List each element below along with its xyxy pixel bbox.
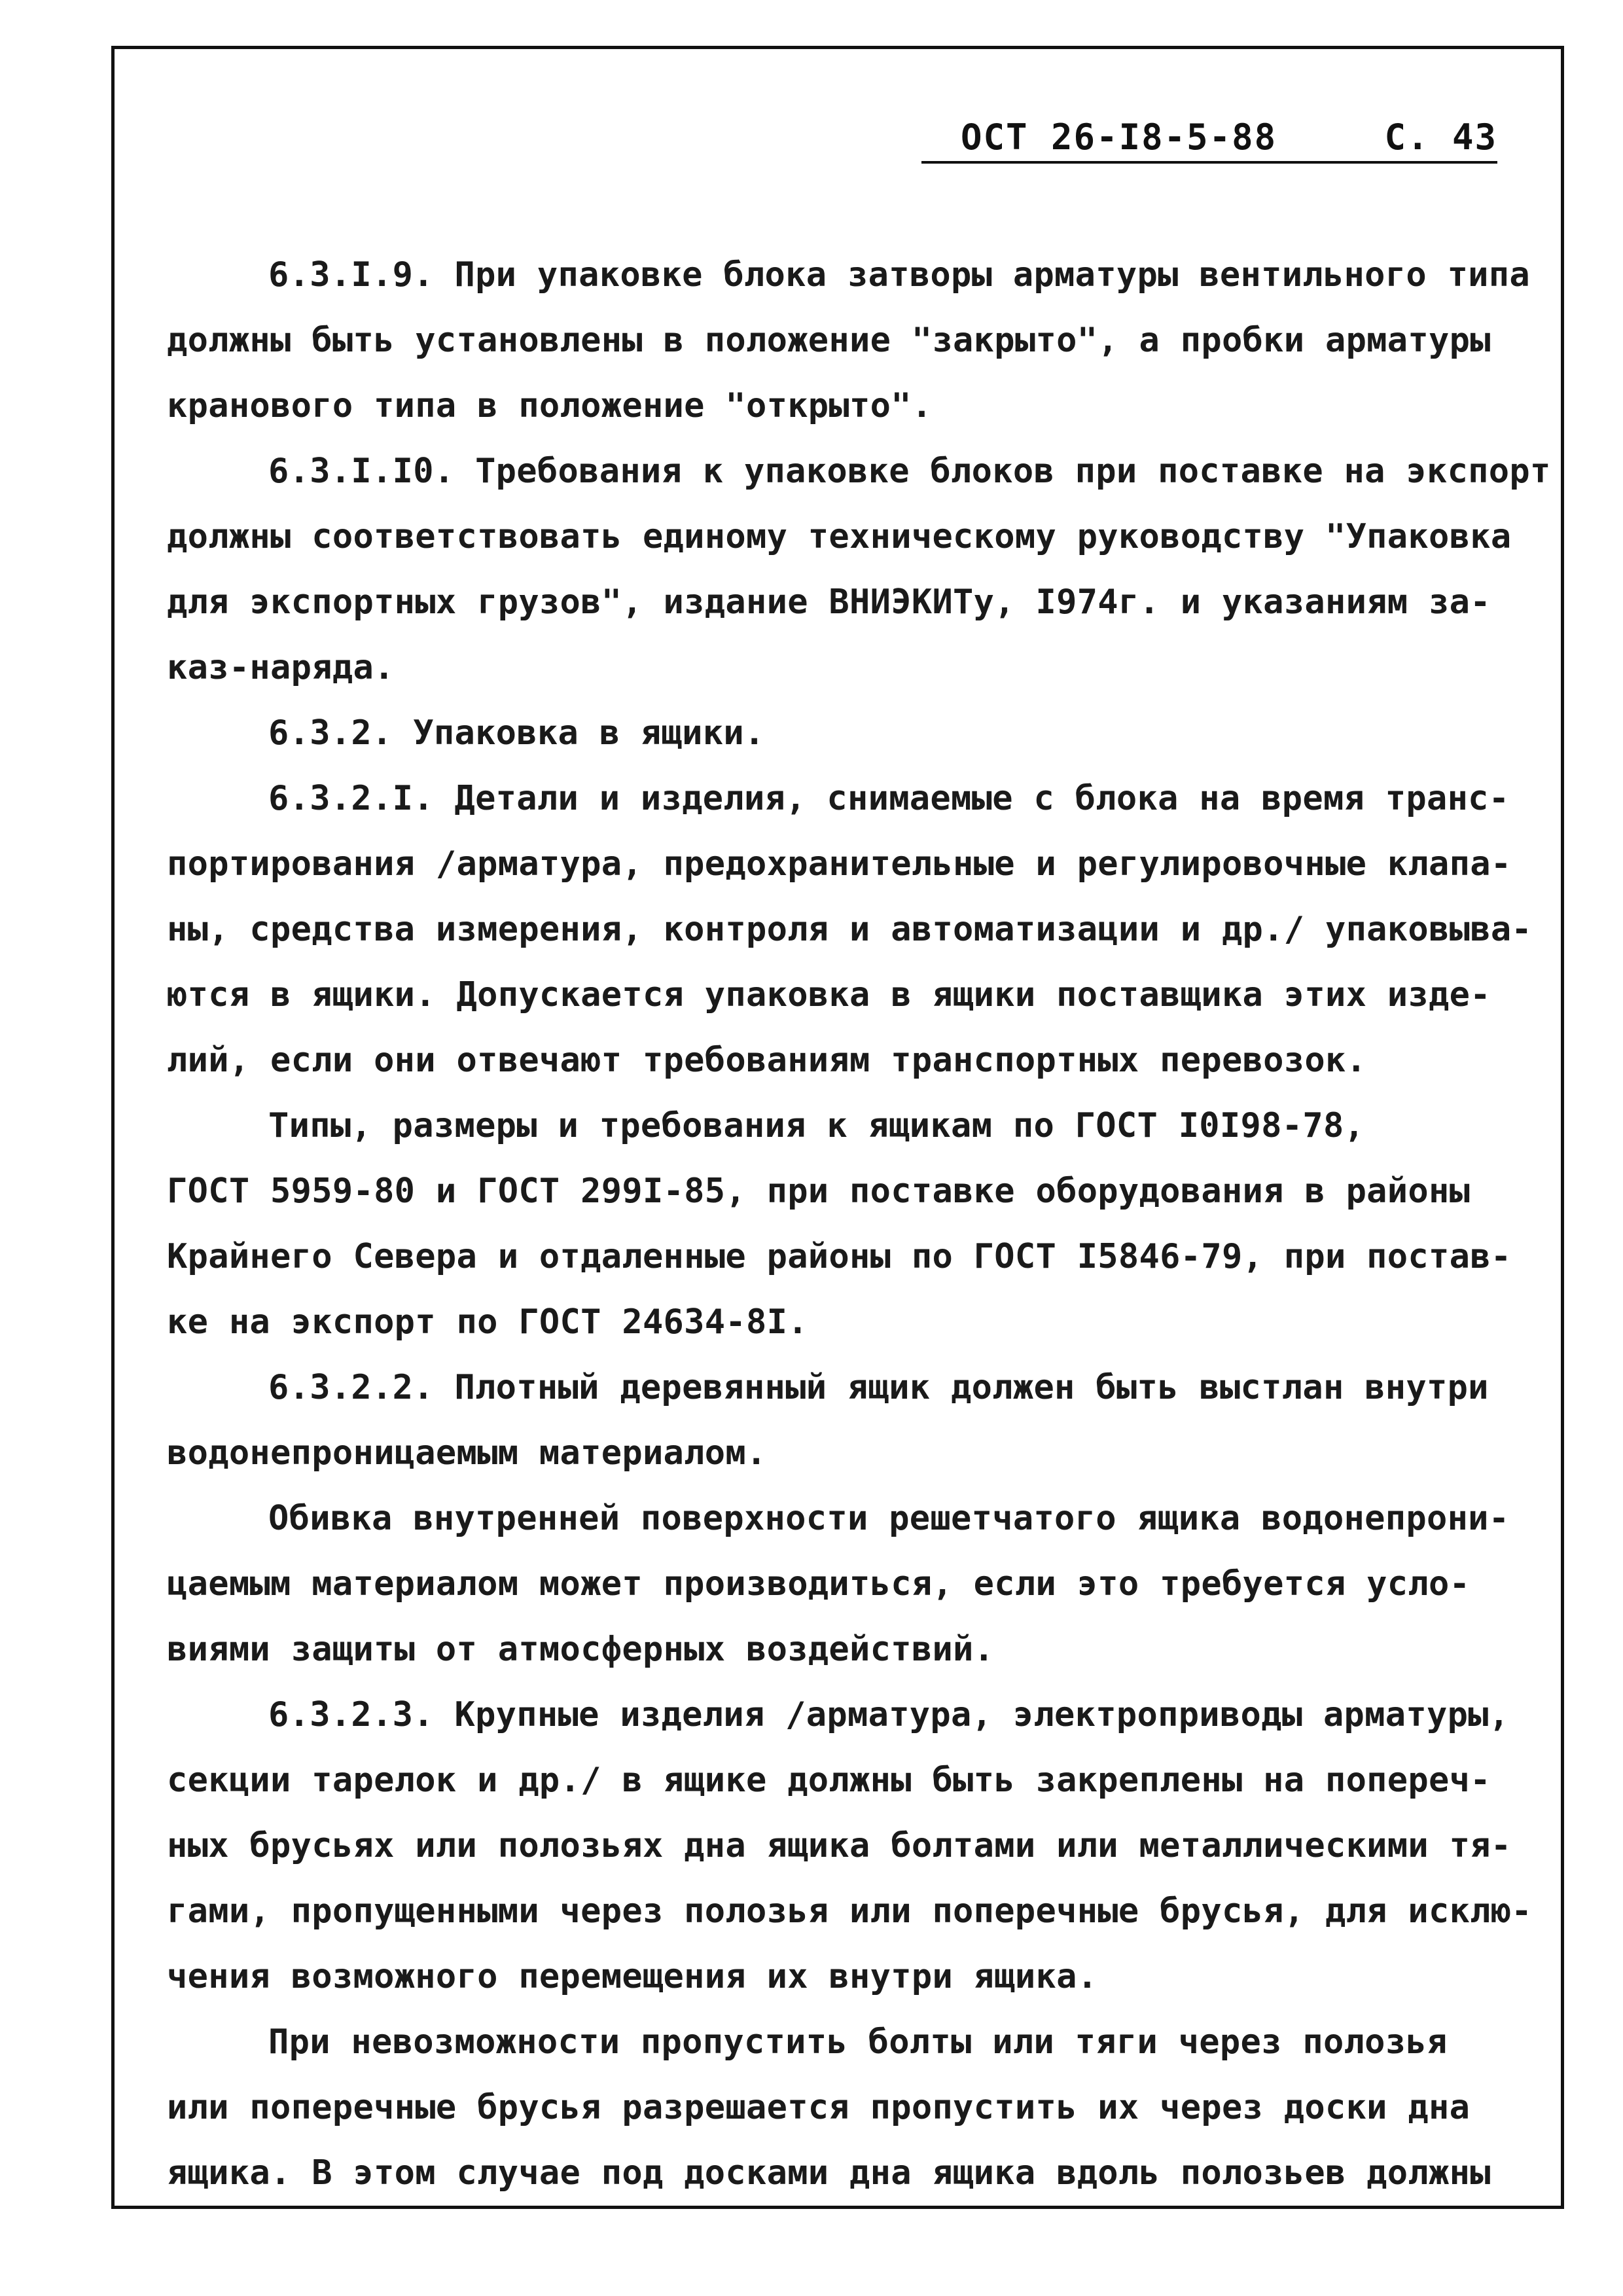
text-line: ются в ящики. Допускается упаковка в ящики поставщика этих изде- (167, 975, 1491, 1014)
text-line: водонепроницаемым материалом. (167, 1433, 767, 1473)
text-line: лий, если они отвечают требованиям транспортных перевозок. (167, 1041, 1367, 1080)
text-line: ящика. В этом случае под досками дна ящика вдоль полозьев должны (167, 2153, 1491, 2193)
text-line: для экспортных грузов", издание ВНИЭКИТу, I974г. и указаниям за- (167, 583, 1491, 622)
text-line: ке на экспорт по ГОСТ 24634-8I. (167, 1302, 808, 1342)
page-header (921, 117, 1497, 169)
text-line: должны соответствовать единому техническому руководству "Упаковка (167, 517, 1512, 556)
text-line: Типы, размеры и требования к ящикам по ГОСТ I0I98-78, (268, 1106, 1365, 1145)
text-line: или поперечные брусья разрешается пропустить их через доски дна (167, 2088, 1471, 2127)
text-line: 6.3.2.I. Детали и изделия, снимаемые с блока на время транс- (268, 779, 1510, 818)
text-line: 6.3.I.I0. Требования к упаковке блоков при поставке на экспорт (268, 452, 1551, 491)
text-line: кранового типа в положение "открыто". (167, 386, 933, 425)
text-line: ГОСТ 5959-80 и ГОСТ 299I-85, при поставке оборудования в районы (167, 1172, 1471, 1211)
text-line: цаемым материалом может производиться, если это требуется усло- (167, 1564, 1471, 1604)
text-line: Крайнего Севера и отдаленные районы по ГОСТ I5846-79, при постав- (167, 1237, 1512, 1276)
document-body (167, 242, 1551, 2206)
text-line: должны быть установлены в положение "закрыто", а пробки арматуры (167, 321, 1491, 360)
text-line: ны, средства измерения, контроля и автоматизации и др./ упаковыва- (167, 910, 1533, 949)
text-line: При невозможности пропустить болты или тяги через полозья (268, 2022, 1448, 2062)
text-line: каз-наряда. (167, 648, 395, 687)
text-line: 6.3.2.2. Плотный деревянный ящик должен быть выстлан внутри (268, 1368, 1489, 1407)
text-line: секции тарелок и др./ в ящике должны быть закреплены на попереч- (167, 1761, 1491, 1800)
text-line: ных брусьях или полозьях дна ящика болтами или металлическими тя- (167, 1826, 1512, 1865)
text-line: чения возможного перемещения их внутри ящика. (167, 1957, 1098, 1996)
text-line: 6.3.2. Упаковка в ящики. (268, 713, 765, 753)
standard-code: ОСТ 26-I8-5-88 (961, 117, 1277, 158)
text-line: 6.3.I.9. При упаковке блока затворы арматуры вентильного типа (268, 255, 1531, 295)
text-line: Обивка внутренней поверхности решетчатого ящика водонепрони- (268, 1499, 1510, 1538)
text-line: виями защиты от атмосферных воздействий. (167, 1630, 995, 1669)
page-number: С. 43 (1384, 117, 1497, 158)
text-line: 6.3.2.3. Крупные изделия /арматура, электроприводы арматуры, (268, 1695, 1510, 1734)
header-rule (921, 161, 1497, 164)
text-line: портирования /арматура, предохранительные и регулировочные клапа- (167, 844, 1512, 884)
text-line: гами, пропущенными через полозья или поперечные брусья, для исклю- (167, 1892, 1533, 1931)
